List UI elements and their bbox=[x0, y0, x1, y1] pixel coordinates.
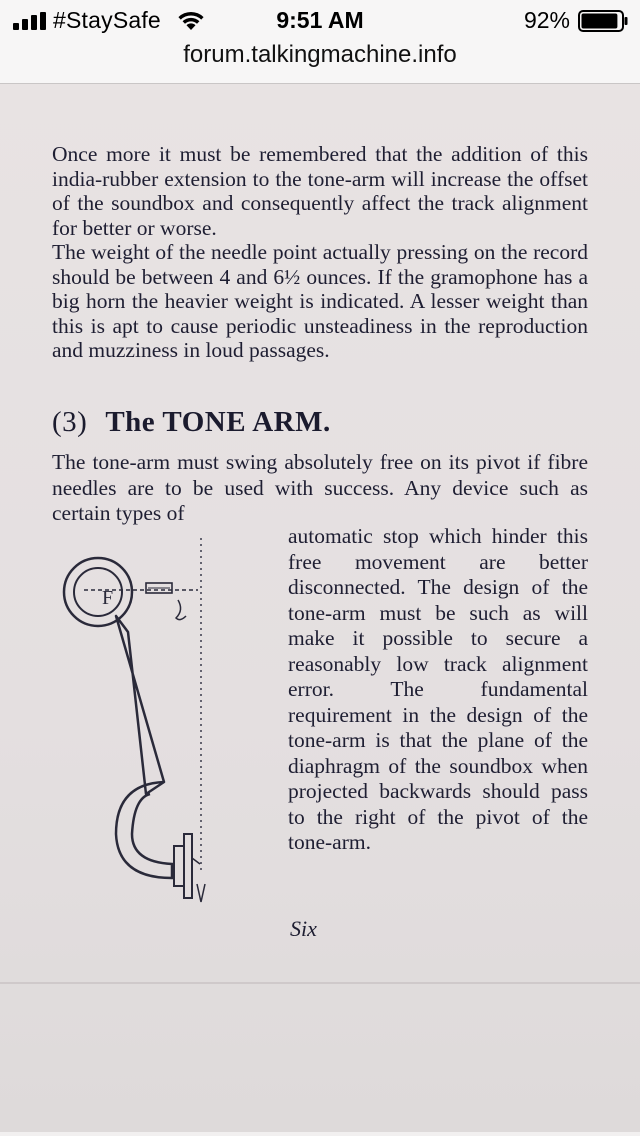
section-continued-text: automatic stop which hinder this free movement are better disconnected. The design of the tone-arm must be such as will make it possible to secure a reasonably low track alignment error. The fundamental requirement in the design of the tone-arm is that the plane of the diaphragm of the soundbox when projected backwards should pass to the right of the pivot of the tone-arm. bbox=[288, 524, 588, 854]
url-text[interactable]: forum.talkingmachine.info bbox=[183, 41, 457, 68]
section-intro-paragraph: The tone-arm must swing absolutely free on its pivot if fibre needles are to be used with success. Any device such as certain types of bbox=[52, 450, 588, 525]
section-intro-block bbox=[52, 450, 588, 527]
tone-arm-diagram bbox=[58, 534, 228, 904]
battery-icon bbox=[578, 10, 628, 32]
section-heading bbox=[52, 406, 592, 439]
intro-paragraph-1: Once more it must be remembered that the addition of this india-rubber extension to the tone-arm will increase the offset of the soundbox and consequently affect the track alignment for better or worse. bbox=[52, 142, 588, 240]
status-bar bbox=[0, 0, 640, 40]
scanned-book-page bbox=[0, 84, 640, 1136]
figure-pivot-label: F bbox=[102, 587, 114, 609]
browser-address-bar[interactable] bbox=[0, 40, 640, 84]
battery-percentage: 92% bbox=[523, 7, 570, 33]
clock-time: 9:51 AM bbox=[276, 7, 364, 33]
carrier-name: #StaySafe bbox=[53, 7, 161, 33]
section-title: The TONE ARM. bbox=[105, 406, 331, 438]
page-number: Six bbox=[290, 916, 317, 941]
home-indicator-strip bbox=[0, 1132, 640, 1136]
section-number: (3) bbox=[52, 406, 88, 438]
intro-paragraph-2: The weight of the needle point actually pressing on the record should be between 4 and 6½ ounces. If the gramophone has a big horn the heavier weight is indicated. A lesser weight than this is apt to cause periodic unsteadiness in the reproduction and muzziness in loud passages. bbox=[52, 240, 588, 362]
page-fold-divider bbox=[0, 982, 640, 984]
intro-text-block bbox=[52, 142, 588, 363]
